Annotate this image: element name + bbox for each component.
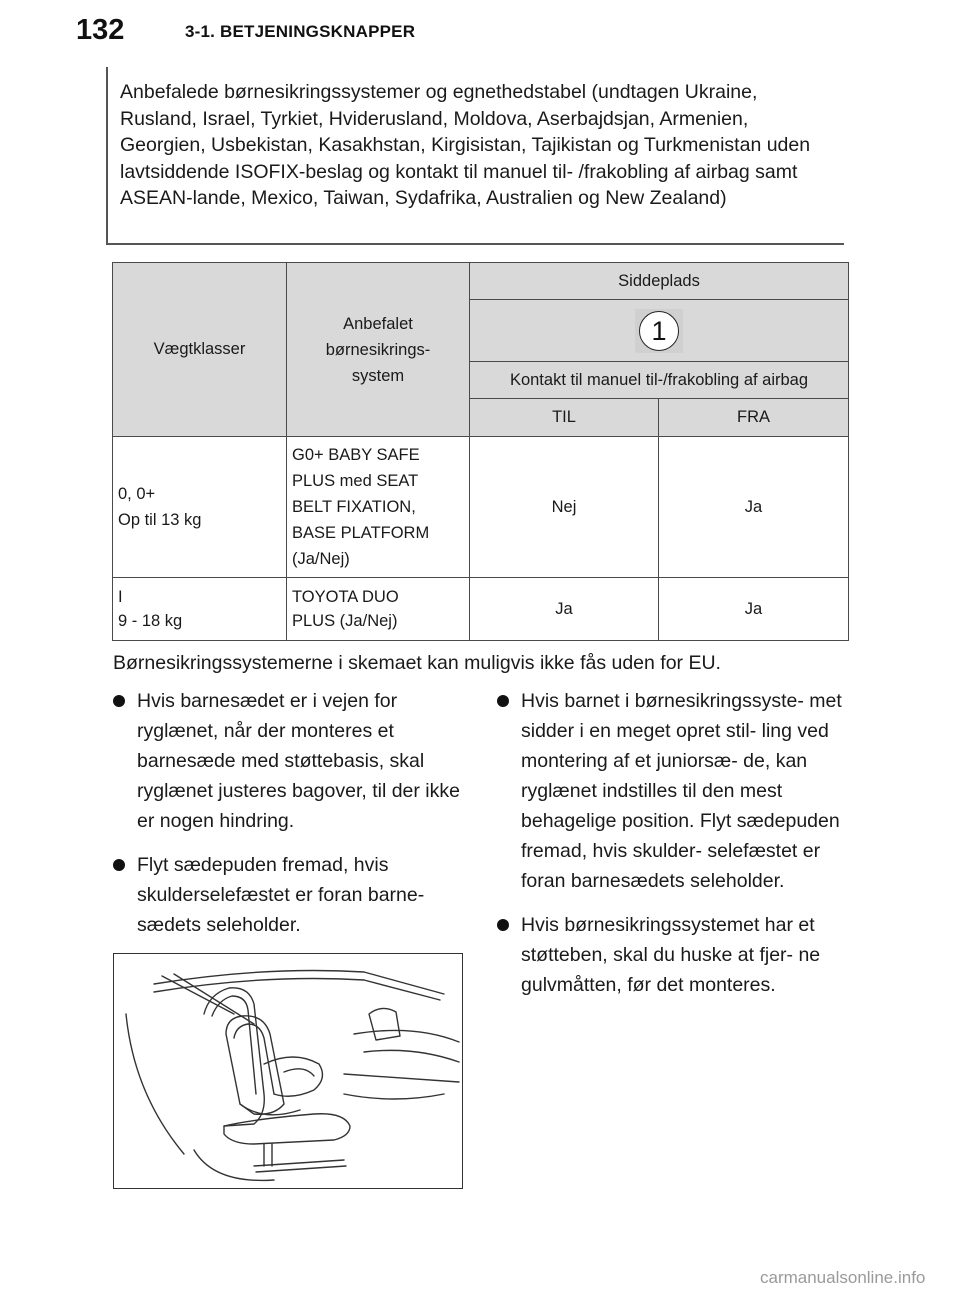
intro-text: Anbefalede børnesikringssystemer og egnethedstabel (undtagen Ukraine, Rusland, Israel, Tyrkiet, Hviderusland, Moldova, Aserbajdsjan, Armenien, Georgien, Usbekistan, Kasakhstan, Kirgisistan, Tajikistan og Turkmenistan uden lavtsiddende ISOFIX-beslag og kontakt til manuel til- /frakobling af airbag samt ASEAN-lande, Mexico, Taiwan, Sydafrika, Australien og New Zealand)	[120, 81, 811, 209]
header-fra: FRA	[659, 399, 849, 437]
bullet-list-right	[497, 686, 847, 1014]
weight-cell	[113, 578, 287, 641]
list-item	[113, 850, 463, 940]
system-line: TOYOTA DUO	[292, 588, 399, 606]
bullet-icon	[497, 695, 509, 707]
system-line: PLUS (Ja/Nej)	[292, 612, 398, 630]
list-item	[113, 686, 463, 836]
bullet-icon	[497, 919, 509, 931]
table-row	[113, 578, 849, 641]
til-value: Nej	[470, 437, 659, 578]
bullet-text: Hvis barnet i børnesikringssyste- met sidder i en meget opret stil- ling ved montering af et juniorsæ- de, kan ryglænet indstilles til den mest behagelige position. Flyt sædepuden fremad, hvis skulder- selefæstet er foran barnesædets seleholder.	[521, 690, 842, 892]
bullet-icon	[113, 859, 125, 871]
seat-suitability-table	[112, 262, 849, 641]
list-item	[497, 686, 847, 896]
bullet-text: Hvis børnesikringssystemet har et støtteben, skal du huske at fjer- ne gulvmåtten, før det monteres.	[521, 914, 821, 996]
availability-footnote: Børnesikringssystemerne i skemaet kan muligvis ikke fås uden for EU.	[113, 652, 721, 674]
bullet-icon	[113, 695, 125, 707]
bullet-text: Hvis barnesædet er i vejen for ryglænet, når der monteres et barnesæde med støttebasis, skal ryglænet justeres bagover, til der ikke er nogen hindring.	[137, 690, 460, 832]
seat-number-badge	[635, 309, 683, 353]
system-line: PLUS med SEAT	[292, 472, 419, 490]
fra-value: Ja	[659, 578, 849, 641]
system-cell	[287, 437, 470, 578]
fra-value: Ja	[659, 437, 849, 578]
child-seat-illustration	[113, 953, 463, 1189]
til-value: Ja	[470, 578, 659, 641]
system-line: BELT FIXATION,	[292, 498, 416, 516]
car-seat-illustration-icon	[114, 954, 461, 1187]
table-row	[113, 437, 849, 578]
header-weight-label: Vægtklasser	[153, 340, 246, 358]
page-number: 132	[76, 14, 125, 46]
bullet-text: Flyt sædepuden fremad, hvis skulderselefæstet er foran barne- sædets seleholder.	[137, 854, 425, 936]
weight-line: 9 - 18 kg	[118, 612, 183, 630]
weight-line: 0, 0+	[118, 485, 156, 503]
system-cell	[287, 578, 470, 641]
header-airbag-switch: Kontakt til manuel til-/frakobling af airbag	[470, 362, 849, 399]
weight-cell	[113, 437, 287, 578]
header-recommended-line: system	[351, 366, 405, 385]
header-recommended-line: Anbefalet	[343, 314, 413, 333]
bullet-list-left	[113, 686, 463, 954]
header-seat-number-cell	[470, 300, 849, 362]
weight-line: Op til 13 kg	[118, 511, 202, 529]
weight-line: I	[118, 588, 123, 606]
header-seat-position: Siddeplads	[470, 263, 849, 300]
header-recommended-system	[287, 263, 470, 437]
watermark-text: carmanualsonline.info	[760, 1268, 926, 1287]
header-weight-class	[113, 263, 287, 437]
seat-number-icon: 1	[639, 311, 679, 351]
list-item	[497, 910, 847, 1000]
header-recommended-line: børnesikrings-	[325, 340, 431, 359]
system-line: (Ja/Nej)	[292, 550, 350, 568]
header-til: TIL	[470, 399, 659, 437]
system-line: BASE PLATFORM	[292, 524, 430, 542]
system-line: G0+ BABY SAFE	[292, 446, 420, 464]
section-title: 3-1. BETJENINGSKNAPPER	[185, 22, 416, 41]
